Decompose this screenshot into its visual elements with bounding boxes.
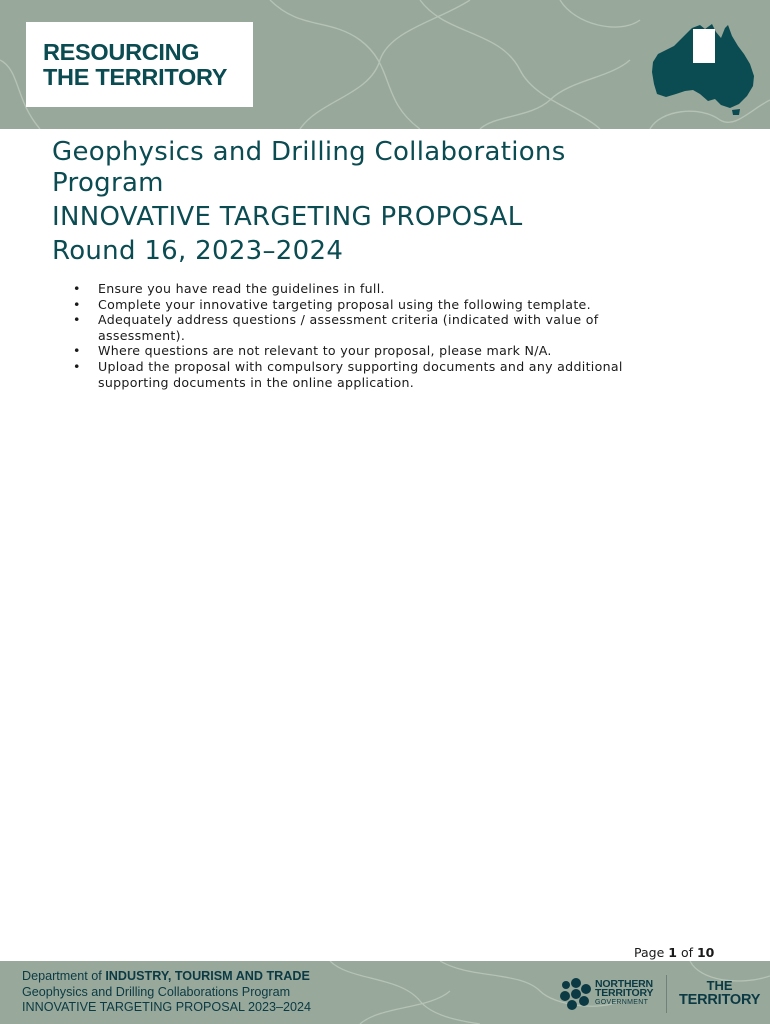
footer-department xyxy=(22,969,311,985)
document-title xyxy=(52,137,692,267)
ntg-word-northern: NORTHERN xyxy=(595,978,653,990)
ntg-flower-icon xyxy=(558,977,594,1011)
instruction-item xyxy=(71,281,681,297)
instruction-text-cont: assessment). xyxy=(98,327,186,343)
instruction-text: Complete your innovative targeting proposal using the following template. xyxy=(98,296,591,312)
bullet: • xyxy=(73,343,81,359)
title-proposal-type: INNOVATIVE TARGETING PROPOSAL xyxy=(52,202,523,232)
instruction-text: Ensure you have read the guidelines in full. xyxy=(98,281,385,296)
instruction-item xyxy=(71,312,681,343)
instruction-text-cont: supporting documents in the online application. xyxy=(98,374,415,390)
bullet: • xyxy=(73,312,81,328)
title-round: Round 16, 2023–2024 xyxy=(52,236,344,266)
header-banner xyxy=(0,0,770,129)
ntg-word-territory: TERRITORY xyxy=(595,987,654,999)
logo-line-1: RESOURCING xyxy=(43,39,200,65)
bullet: • xyxy=(73,296,81,312)
page-current: 1 xyxy=(668,945,677,960)
footer-department-prefix: Department of xyxy=(22,969,102,983)
footer-proposal: INNOVATIVE TARGETING PROPOSAL 2023–2024 xyxy=(22,1000,312,1014)
footer-department-name: INDUSTRY, TOURISM AND TRADE xyxy=(105,969,310,983)
instruction-text: Where questions are not relevant to your proposal, please mark N/A. xyxy=(98,343,552,359)
bullet: • xyxy=(73,281,81,296)
resourcing-the-territory-logo xyxy=(26,22,253,107)
footer-banner xyxy=(0,961,770,1024)
territory-logo-the: THE xyxy=(706,978,733,993)
the-territory-logo xyxy=(679,979,760,1007)
bullet: • xyxy=(73,358,81,374)
instruction-item xyxy=(71,359,681,390)
instruction-item xyxy=(71,343,681,359)
instructions-list xyxy=(71,281,681,390)
footer-text xyxy=(22,969,311,1016)
logo-line-2: THE TERRITORY xyxy=(43,64,228,90)
page-label: Page xyxy=(634,945,665,960)
ntg-wordmark xyxy=(595,980,653,1007)
footer-program: Geophysics and Drilling Collaborations Program xyxy=(22,984,291,999)
page-of: of xyxy=(680,945,693,960)
australia-map-icon xyxy=(648,20,756,115)
instruction-text: Adequately address questions / assessment criteria (indicated with value of xyxy=(98,312,599,328)
page-number xyxy=(634,945,714,960)
instruction-item xyxy=(71,297,681,313)
footer-divider xyxy=(666,975,667,1013)
ntg-word-government: GOVERNMENT xyxy=(595,999,649,1006)
title-program-line2: Program xyxy=(52,168,164,198)
page-total: 10 xyxy=(696,945,715,960)
instruction-text: Upload the proposal with compulsory supporting documents and any additional xyxy=(98,358,623,374)
title-program-line1: Geophysics and Drilling Collaborations xyxy=(52,137,566,167)
territory-logo-territory: TERRITORY xyxy=(679,992,761,1008)
